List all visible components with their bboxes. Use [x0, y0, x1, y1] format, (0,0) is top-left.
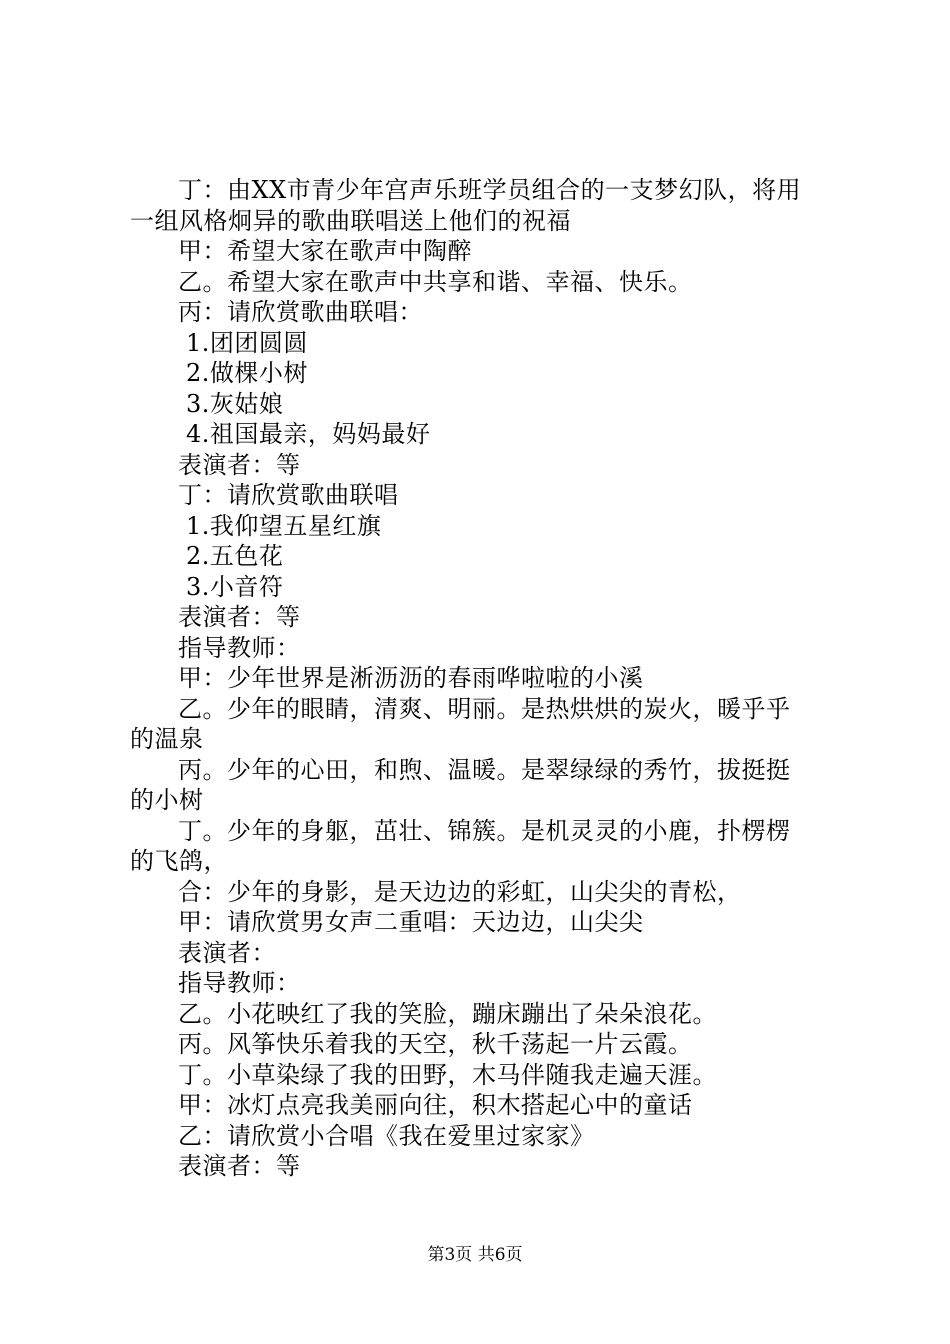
text-line: 乙。少年的眼睛，清爽、明丽。是热烘烘的炭火，暖乎乎 [178, 694, 791, 723]
text-line: 一组风格炯异的歌曲联唱送上他们的祝福 [130, 206, 571, 235]
text-line: 丁。少年的身躯，茁壮、锦簇。是机灵灵的小鹿，扑楞楞 [178, 816, 791, 845]
text-line: 丙。少年的心田，和煦、温暖。是翠绿绿的秀竹，拔挺挺 [178, 755, 791, 784]
list-item: 3.小音符 [186, 572, 284, 601]
text-line: 表演者： [178, 938, 276, 967]
text-line: 指导教师： [178, 633, 301, 662]
text-line: 丁：请欣赏歌曲联唱 [178, 481, 399, 509]
text-line: 甲：少年世界是淅沥沥的春雨哗啦啦的小溪 [178, 664, 644, 692]
text-line: 的温泉 [130, 725, 204, 753]
text-line: 的飞鸽， [130, 847, 228, 875]
text-line: 乙。希望大家在歌声中共享和谐、幸福、快乐。 [178, 267, 693, 296]
list-item: 1.我仰望五星红旗 [186, 511, 382, 540]
text-line: 的小树 [130, 786, 204, 814]
list-item: 1.团团圆圆 [186, 328, 308, 357]
text-line: 丁：由XX市青少年宫声乐班学员组合的一支梦幻队，将用 [178, 176, 802, 204]
text-line: 丙：请欣赏歌曲联唱： [178, 298, 423, 326]
text-line: 表演者：等 [178, 603, 301, 631]
text-line: 乙：请欣赏小合唱《我在爱里过家家》 [178, 1121, 595, 1150]
list-item: 2.五色花 [186, 542, 284, 570]
text-line: 乙。小花映红了我的笑脸，蹦床蹦出了朵朵浪花。 [178, 999, 717, 1028]
list-item: 2.做棵小树 [186, 359, 308, 387]
text-line: 甲：冰灯点亮我美丽向往，积木搭起心中的童话 [178, 1091, 693, 1119]
text-line: 合：少年的身影，是天边边的彩虹，山尖尖的青松， [178, 877, 742, 906]
list-item: 3.灰姑娘 [186, 389, 284, 418]
page-number-footer: 第3页 共6页 [427, 1245, 523, 1265]
list-item: 4.祖国最亲，妈妈最好 [186, 420, 431, 448]
text-line: 丁。小草染绿了我的田野，木马伴随我走遍天涯。 [178, 1060, 717, 1089]
document-body [130, 175, 835, 1182]
text-line: 表演者：等 [178, 450, 301, 479]
text-line: 甲：希望大家在歌声中陶醉 [178, 237, 472, 265]
text-line: 表演者：等 [178, 1152, 301, 1180]
text-line: 指导教师： [178, 969, 301, 997]
text-line: 丙。风筝快乐着我的天空，秋千荡起一片云霞。 [178, 1030, 693, 1058]
text-line: 甲：请欣赏男女声二重唱：天边边，山尖尖 [178, 908, 644, 936]
